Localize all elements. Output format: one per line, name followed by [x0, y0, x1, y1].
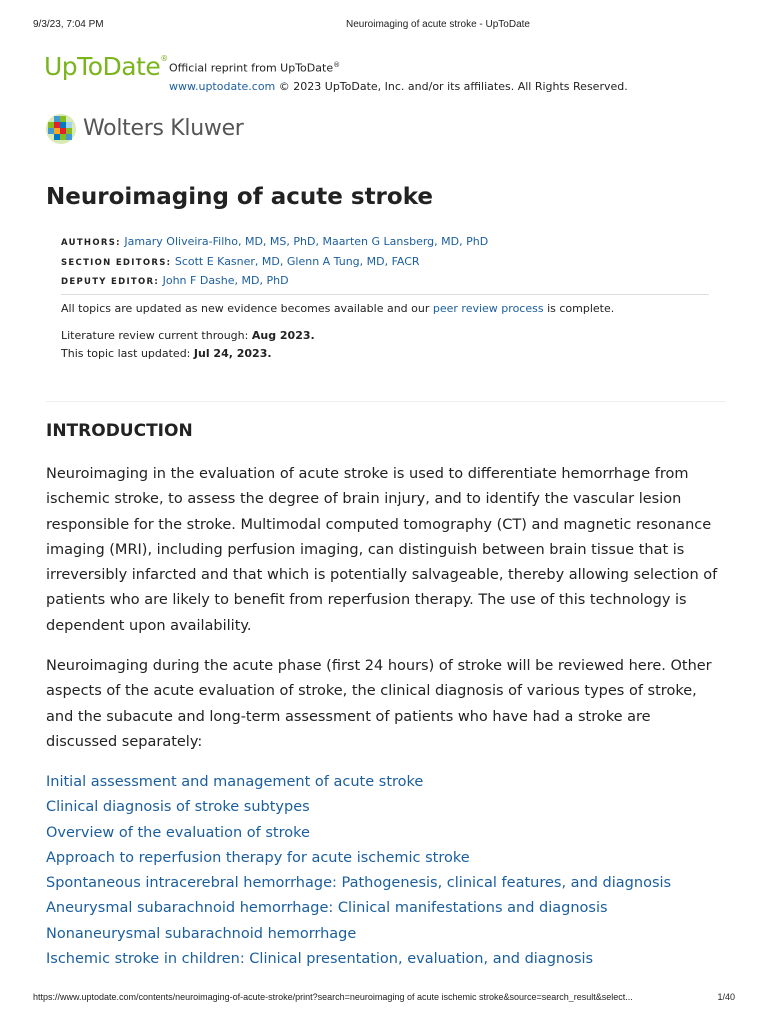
wolters-kluwer-globe-icon: [45, 113, 77, 145]
related-topic-link[interactable]: Nonaneurysmal subarachnoid hemorrhage: [46, 925, 357, 942]
reprint-notice: [169, 56, 628, 96]
print-url: https://www.uptodate.com/contents/neuroimaging-of-acute-stroke/print?search=neuroimaging of acute ischemic stroke&source=search_result&select...: [33, 992, 633, 1002]
deputy-editor-link[interactable]: John F Dashe, MD, PhD: [162, 274, 289, 287]
related-topic-link[interactable]: Spontaneous intracerebral hemorrhage: Pathogenesis, clinical features, and diagnosis: [46, 875, 672, 892]
lit-review-date: Aug 2023.: [251, 329, 315, 342]
section-editors-label: SECTION EDITORS:: [61, 257, 172, 268]
print-header: [0, 16, 768, 32]
last-updated-date: Jul 24, 2023.: [193, 347, 272, 360]
related-topic-link[interactable]: Clinical diagnosis of stroke subtypes: [46, 799, 310, 816]
deputy-editor-label: DEPUTY EDITOR:: [61, 277, 160, 287]
divider: [61, 294, 709, 295]
intro-paragraph: Neuroimaging during the acute phase (first 24 hours) of stroke will be reviewed here. Other aspects of the acute evaluation of stroke, the clinical diagnosis of various types of stroke, and the subacute and long-term assessment of patients who have had a stroke are discussed separately:: [46, 658, 712, 750]
divider: [46, 401, 726, 402]
related-topic-link[interactable]: Ischemic stroke in children: Clinical presentation, evaluation, and diagnosis: [46, 951, 594, 968]
related-topic-link[interactable]: Aneurysmal subarachnoid hemorrhage: Clinical manifestations and diagnosis: [46, 900, 608, 917]
page-number: 1/40: [717, 992, 735, 1002]
lit-review-label: Literature review current through:: [61, 329, 252, 342]
section-editors-link[interactable]: Scott E Kasner, MD, Glenn A Tung, MD, FACR: [174, 254, 420, 268]
uptodate-site-link[interactable]: www.uptodate.com: [169, 79, 276, 93]
peer-review-link[interactable]: peer review process: [432, 302, 544, 315]
authors-link[interactable]: Jamary Oliveira-Filho, MD, MS, PhD, Maarten G Lansberg, MD, PhD: [124, 235, 489, 248]
related-topic-link[interactable]: Initial assessment and management of acute stroke: [46, 774, 424, 790]
print-datetime: 9/3/23, 7:04 PM: [33, 19, 104, 30]
last-updated-label: This topic last updated:: [61, 347, 194, 360]
authors-label: AUTHORS:: [61, 238, 121, 248]
intro-paragraph: Neuroimaging in the evaluation of acute stroke is used to differentiate hemorrhage from ischemic stroke, to assess the degree of brain injury, and to identify the vascular lesion responsible for the stroke. Multimodal computed tomography (CT) and magnetic resonance imaging (MRI), including perfusion imaging, can distinguish between brain tissue that is irreversibly infarcted and that which is potentially salvageable, thereby allowing selection of patients who are likely to benefit from reperfusion therapy. The use of this technology is dependent upon availability.: [46, 466, 718, 634]
related-topic-link[interactable]: Overview of the evaluation of stroke: [46, 824, 310, 841]
print-page-title: Neuroimaging of acute stroke - UpToDate: [346, 19, 530, 30]
section-heading: INTRODUCTION: [46, 421, 193, 441]
publisher-name: Wolters Kluwer: [83, 116, 244, 141]
review-note: [61, 302, 614, 315]
copyright-text: © 2023 UpToDate, Inc. and/or its affiliates. All Rights Reserved.: [275, 79, 628, 93]
article-credits: [61, 233, 488, 292]
article-title: Neuroimaging of acute stroke: [46, 184, 433, 210]
related-topics-list: [46, 770, 671, 972]
uptodate-logo-text: UpToDate: [44, 52, 161, 81]
related-topic-link[interactable]: Approach to reperfusion therapy for acute ischemic stroke: [46, 849, 470, 866]
review-note-text: All topics are updated as new evidence becomes available and our: [61, 302, 433, 315]
registered-mark: ®: [160, 54, 168, 63]
reprint-line: Official reprint from UpToDate: [169, 61, 334, 75]
update-dates: [61, 327, 315, 363]
print-footer: [0, 992, 768, 1006]
uptodate-logo[interactable]: [44, 52, 168, 81]
registered-mark: ®: [333, 61, 341, 69]
review-note-end: is complete.: [543, 302, 615, 315]
